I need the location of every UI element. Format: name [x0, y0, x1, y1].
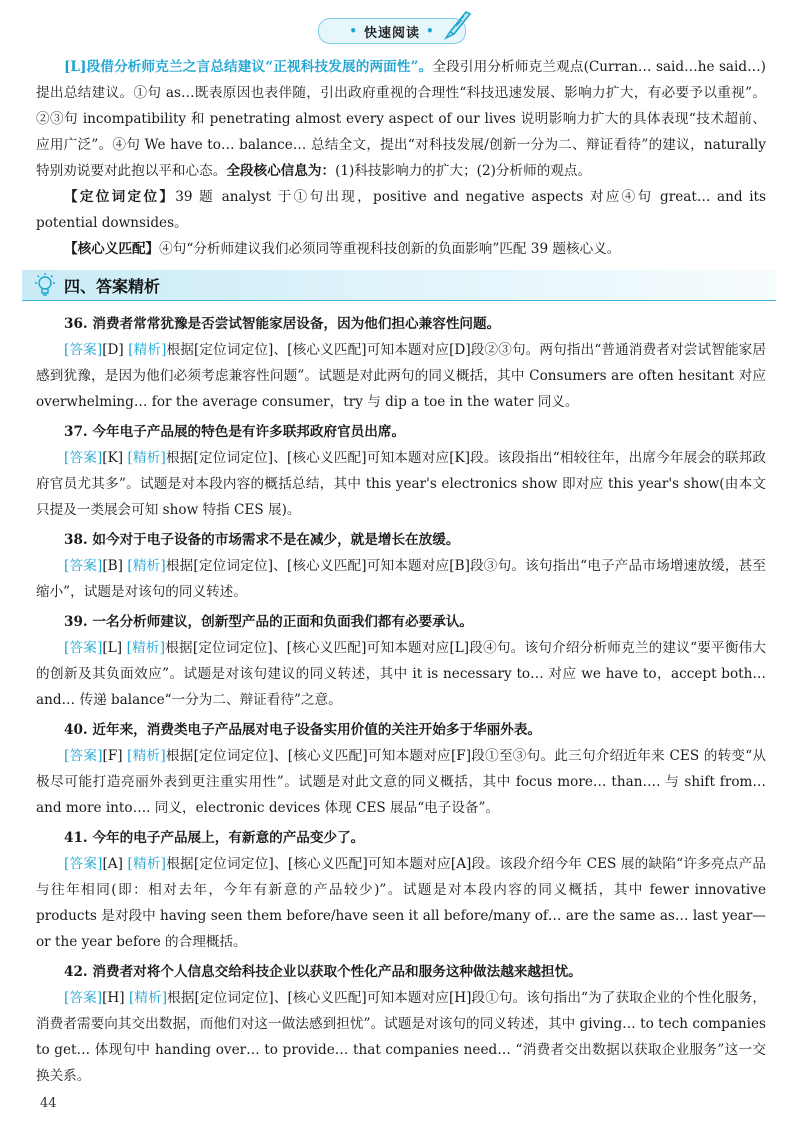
answer-letter: [B] [102, 558, 123, 574]
badge-label: 快速阅读 [363, 25, 420, 41]
answer-paragraph [36, 553, 766, 605]
analysis-text: 根据[定位词定位]、[核心义匹配]可知本题对应[D]段②③句。两句指出“普通消费者对尝试智能家居感到犹豫，是因为他们必须考虑兼容性问题”。试题是对此两句的同义概括，其中 Consumers are often hesitant 对应 overwhelming… for the average consumer，try 与 dip a toe in the water 同义。 [36, 342, 767, 410]
section-title: 四、答案精析 [64, 276, 161, 296]
answer-paragraph [36, 337, 766, 415]
answer-paragraph [36, 985, 766, 1089]
question-statement: 38. 如今对于电子设备的市场需求不是在减少，就是增长在放缓。 [64, 532, 460, 548]
analysis-label: [精析] [128, 990, 168, 1006]
answer-paragraph [36, 635, 766, 713]
locate-keyword-label: 【定位词定位】 [64, 189, 176, 205]
answer-label: [答案] [64, 748, 103, 764]
answer-letter: [K] [102, 450, 124, 466]
core-info-label: 全段核心信息为： [226, 163, 336, 179]
analysis-label: [精析] [127, 856, 166, 872]
page-content [36, 54, 766, 1089]
answer-label: [答案] [64, 640, 103, 656]
locate-keyword-paragraph [36, 184, 766, 236]
answer-paragraph [36, 743, 766, 821]
paragraph-body: 全段引用分析师克兰观点(Curran… said…he said…)提出总结建议。①句 as…既表原因也表伴随，引出政府重视的合理性“科技迅速发展、影响力扩大，有必要予以重视”。②③句 incompatibility 和 penetrating almost every aspect of our lives 说明影响力扩大的具体表现“技术超前、应用广泛”。④句 We have to… balance… 总结全文，提出“对科技发展/创新一分为二、辩证看待”的建议，naturally 特别劝说要对此抱以平和心态。 [36, 59, 766, 179]
answer-letter: [D] [102, 342, 124, 358]
core-meaning-paragraph [36, 236, 766, 262]
analysis-text: 根据[定位词定位]、[核心义匹配]可知本题对应[F]段①至③句。此三句介绍近年来 CES 的转变“从极尽可能打造亮丽外表到更注重实用性”。试题是对此文意的同义概括，其中 focus more… than…. 与 shift from… and more into…. 同义，electronic devices 体现 CES 展品“电子设备”。 [36, 748, 767, 816]
analysis-label: [精析] [127, 558, 166, 574]
core-meaning-label: 【核心义匹配】 [64, 241, 160, 257]
answer-paragraph [36, 851, 766, 955]
dot-icon: • [349, 24, 358, 38]
question-statement: 39. 一名分析师建议，创新型产品的正面和负面我们都有必要承认。 [64, 614, 474, 630]
paragraph-L-summary [36, 54, 766, 184]
analysis-text: 根据[定位词定位]、[核心义匹配]可知本题对应[B]段③句。该句指出“电子产品市场增速放缓，甚至缩小”，试题是对该句的同义转述。 [36, 558, 767, 600]
analysis-text: 根据[定位词定位]、[核心义匹配]可知本题对应[K]段。该段指出“相较往年，出席今年展会的联邦政府官员尤其多”。试题是对本段内容的概括总结，其中 this year's electronics show 即对应 this year's show(由本文只提及一类展会可知 show 特指 CES 展)。 [36, 450, 767, 518]
question-statement: 37. 今年电子产品展的特色是有许多联邦政府官员出席。 [64, 424, 406, 440]
analysis-label: [精析] [127, 748, 166, 764]
answer-label: [答案] [64, 856, 103, 872]
answer-letter: [A] [102, 856, 123, 872]
answer-letter: [L] [102, 640, 123, 656]
quill-pen-icon [440, 8, 474, 42]
paragraph-tag: [L]段借分析师克兰之言总结建议“正视科技发展的两面性”。 [64, 59, 433, 75]
core-meaning-text: ④句“分析师建议我们必须同等重视科技创新的负面影响”匹配 39 题核心义。 [159, 241, 621, 257]
section-header [22, 270, 776, 301]
answer-label: [答案] [64, 342, 103, 358]
lightbulb-icon [32, 272, 58, 298]
answer-letter: [H] [102, 990, 125, 1006]
answer-label: [答案] [64, 990, 103, 1006]
answer-paragraph [36, 445, 766, 523]
locate-keyword-text: 39 题 analyst 于①句出现，positive and negative aspects 对应④句 great… and its potential downsides。 [36, 189, 766, 231]
analysis-text: 根据[定位词定位]、[核心义匹配]可知本题对应[H]段①句。该句指出“为了获取企业的个性化服务，消费者需要向其交出数据，而他们对这一做法感到担忧”。试题是对该句的同义转述，其中 giving… to tech companies to get… 体现句中 handing over… to provide… that companies need… “消费者交出数据以获取企业服务”这一交换关系。 [36, 990, 766, 1084]
question-statement: 42. 消费者对将个人信息交给科技企业以获取个性化产品和服务这种做法越来越担忧。 [64, 964, 582, 980]
analysis-text: 根据[定位词定位]、[核心义匹配]可知本题对应[L]段④句。该句介绍分析师克兰的建议“要平衡伟大的创新及其负面效应”。试题是对该句建议的同义转述，其中 it is necessary to… 对应 we have to，accept both… and… 传递 balance“一分为二、辩证看待”之意。 [36, 640, 767, 708]
question-statement: 36. 消费者常常犹豫是否尝试智能家居设备，因为他们担心兼容性问题。 [64, 316, 501, 332]
dot-icon: • [426, 24, 435, 38]
answer-letter: [F] [102, 748, 123, 764]
core-info-text: (1)科技影响力的扩大；(2)分析师的观点。 [335, 163, 592, 179]
answer-label: [答案] [64, 558, 103, 574]
analysis-label: [精析] [127, 450, 166, 466]
answer-label: [答案] [64, 450, 103, 466]
page-number: 44 [40, 1096, 57, 1111]
analysis-label: [精析] [126, 640, 166, 656]
question-statement: 41. 今年的电子产品展上，有新意的产品变少了。 [64, 830, 365, 846]
analysis-label: [精析] [128, 342, 167, 358]
question-statement: 40. 近年来，消费类电子产品展对电子设备实用价值的关注开始多于华丽外表。 [64, 722, 541, 738]
answer-list [36, 311, 766, 1089]
analysis-text: 根据[定位词定位]、[核心义匹配]可知本题对应[A]段。该段介绍今年 CES 展的缺陷“许多亮点产品与往年相同(即：相对去年，今年有新意的产品较少)”。试题是对本段内容的同义概括，其中 fewer innovative products 是对段中 having seen them before/have seen it all before/many of… are the same as… last year—or the year before 的合理概括。 [36, 856, 767, 950]
